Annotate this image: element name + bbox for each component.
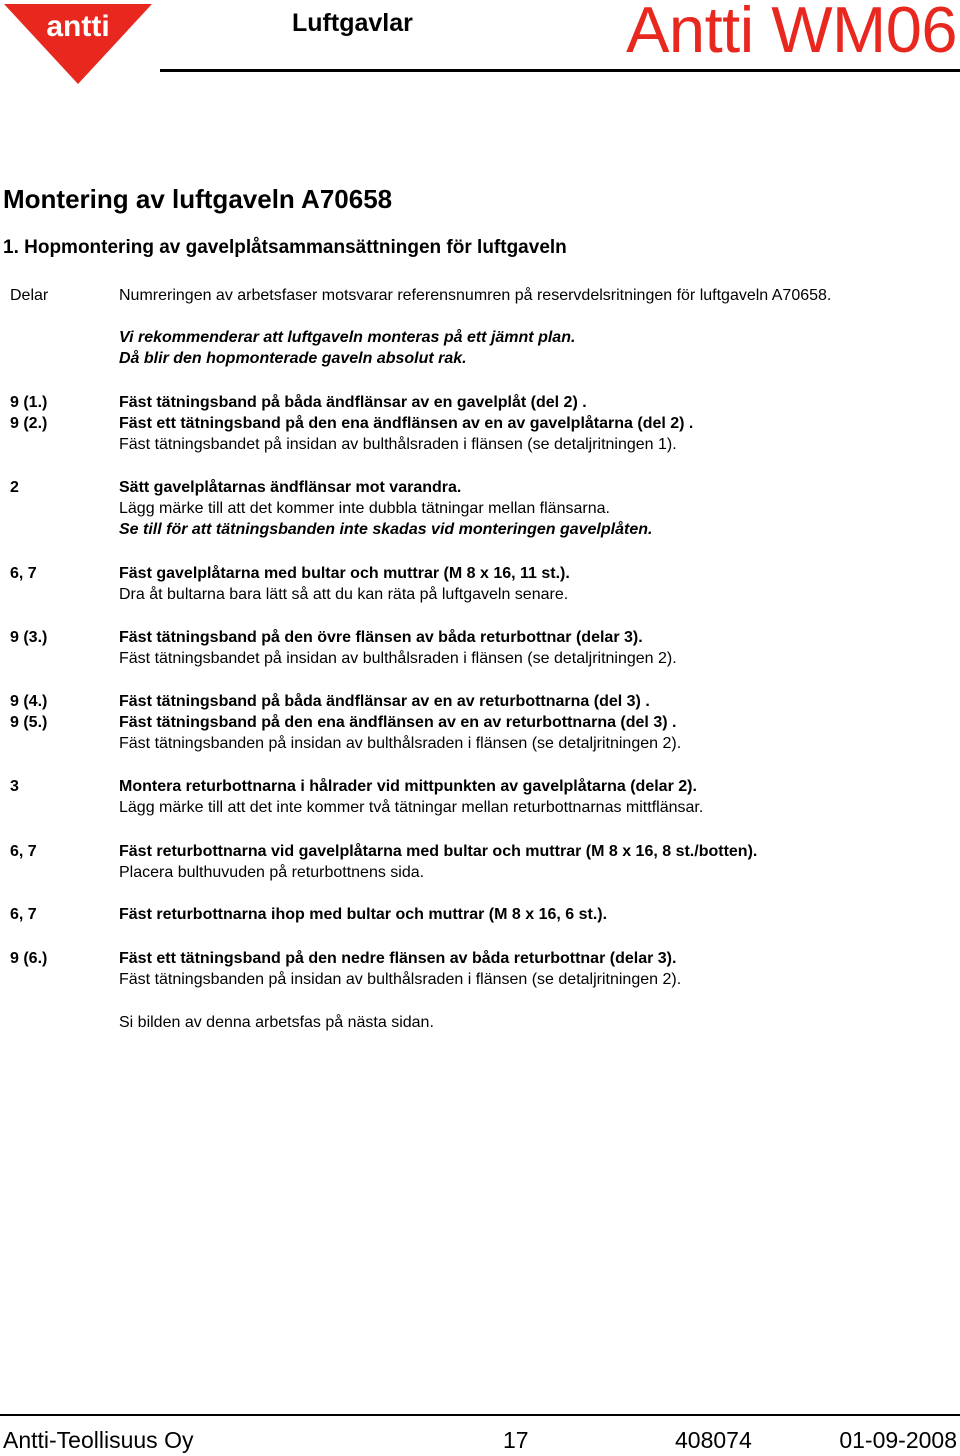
- step-note: Fäst tätningsbanden på insidan av bulthålsraden i flänsen (se detaljritningen 2).: [119, 971, 682, 988]
- step-number: 6, 7: [10, 565, 37, 582]
- footer-page-number: 17: [503, 1427, 529, 1453]
- step-number: 9 (2.): [10, 415, 48, 432]
- step-text: Fäst gavelplåtarna med bultar och muttrar (M 8 x 16, 11 st.).: [119, 565, 570, 582]
- step-number: 9 (5.): [10, 714, 48, 731]
- step-text: Fäst ett tätningsband på den nedre flänsen av båda returbottnar (delar 3).: [119, 950, 677, 967]
- step-text: Fäst tätningsband på båda ändflänsar av en av returbottnarna (del 3) .: [119, 693, 650, 710]
- document-title: Montering av luftgaveln A70658: [3, 184, 393, 214]
- step-number: 3: [10, 778, 19, 795]
- step-note: Dra åt bultarna bara lätt så att du kan räta på luftgaveln senare.: [119, 586, 569, 603]
- antti-logo: [4, 4, 152, 84]
- step-text: Fäst ett tätningsband på den ena ändflänsen av en av gavelplåtarna (del 2) .: [119, 415, 694, 432]
- document-subtitle: 1. Hopmontering av gavelplåtsammansättningen för luftgaveln: [3, 237, 567, 258]
- step-note: Lägg märke till att det kommer inte dubbla tätningar mellan flänsarna.: [119, 500, 610, 517]
- step-number: 9 (4.): [10, 693, 48, 710]
- step-text: Sätt gavelplåtarnas ändflänsar mot varandra.: [119, 479, 462, 496]
- step-note: Lägg märke till att det inte kommer två tätningar mellan returbottnarnas mittflänsar.: [119, 799, 704, 816]
- step-text: Montera returbottnarna i hålrader vid mittpunkten av gavelplåtarna (delar 2).: [119, 778, 697, 795]
- brand-title: Antti WM06: [626, 0, 957, 66]
- step-number: 6, 7: [10, 843, 37, 860]
- logo-text: antti: [46, 10, 110, 43]
- step-number: 9 (6.): [10, 950, 48, 967]
- step-text: Fäst returbottnarna ihop med bultar och muttrar (M 8 x 16, 6 st.).: [119, 906, 608, 923]
- step-note: Fäst tätningsbandet på insidan av bulthålsraden i flänsen (se detaljritningen 2).: [119, 650, 677, 667]
- step-text: Fäst returbottnarna vid gavelplåtarna med bultar och muttrar (M 8 x 16, 8 st./botten).: [119, 843, 758, 860]
- step-number: 6, 7: [10, 906, 37, 923]
- step-text: Fäst tätningsband på båda ändflänsar av en gavelplåt (del 2) .: [119, 394, 587, 411]
- step-warning: Se till för att tätningsbanden inte skadas vid monteringen gavelplåten.: [119, 521, 653, 538]
- header-divider: [160, 69, 960, 72]
- step-number: 9 (1.): [10, 394, 48, 411]
- footer-divider: [0, 1414, 960, 1416]
- step-note: Fäst tätningsbanden på insidan av bulthålsraden i flänsen (se detaljritningen 2).: [119, 735, 682, 752]
- footer-date: 01-09-2008: [839, 1427, 957, 1453]
- footer-doc-number: 408074: [675, 1427, 752, 1453]
- next-page-note: Si bilden av denna arbetsfas på nästa sidan.: [119, 1014, 434, 1031]
- parts-text: Numreringen av arbetsfaser motsvarar referensnumren på reservdelsritningen för luftgaveln A70658.: [119, 287, 832, 304]
- step-text: Fäst tätningsband på den ena ändflänsen av en av returbottnarna (del 3) .: [119, 714, 677, 731]
- step-number: 9 (3.): [10, 629, 48, 646]
- step-note: Placera bulthuvuden på returbottnens sida.: [119, 864, 425, 881]
- section-title: Luftgavlar: [292, 9, 413, 37]
- parts-label: Delar: [10, 287, 49, 304]
- step-number: 2: [10, 479, 19, 496]
- recommendation-line: Då blir den hopmonterade gaveln absolut rak.: [119, 350, 467, 367]
- footer-company: Antti-Teollisuus Oy: [3, 1427, 194, 1453]
- recommendation-line: Vi rekommenderar att luftgaveln monteras på ett jämnt plan.: [119, 329, 576, 346]
- step-text: Fäst tätningsband på den övre flänsen av båda returbottnar (delar 3).: [119, 629, 643, 646]
- step-note: Fäst tätningsbandet på insidan av bulthålsraden i flänsen (se detaljritningen 1).: [119, 436, 677, 453]
